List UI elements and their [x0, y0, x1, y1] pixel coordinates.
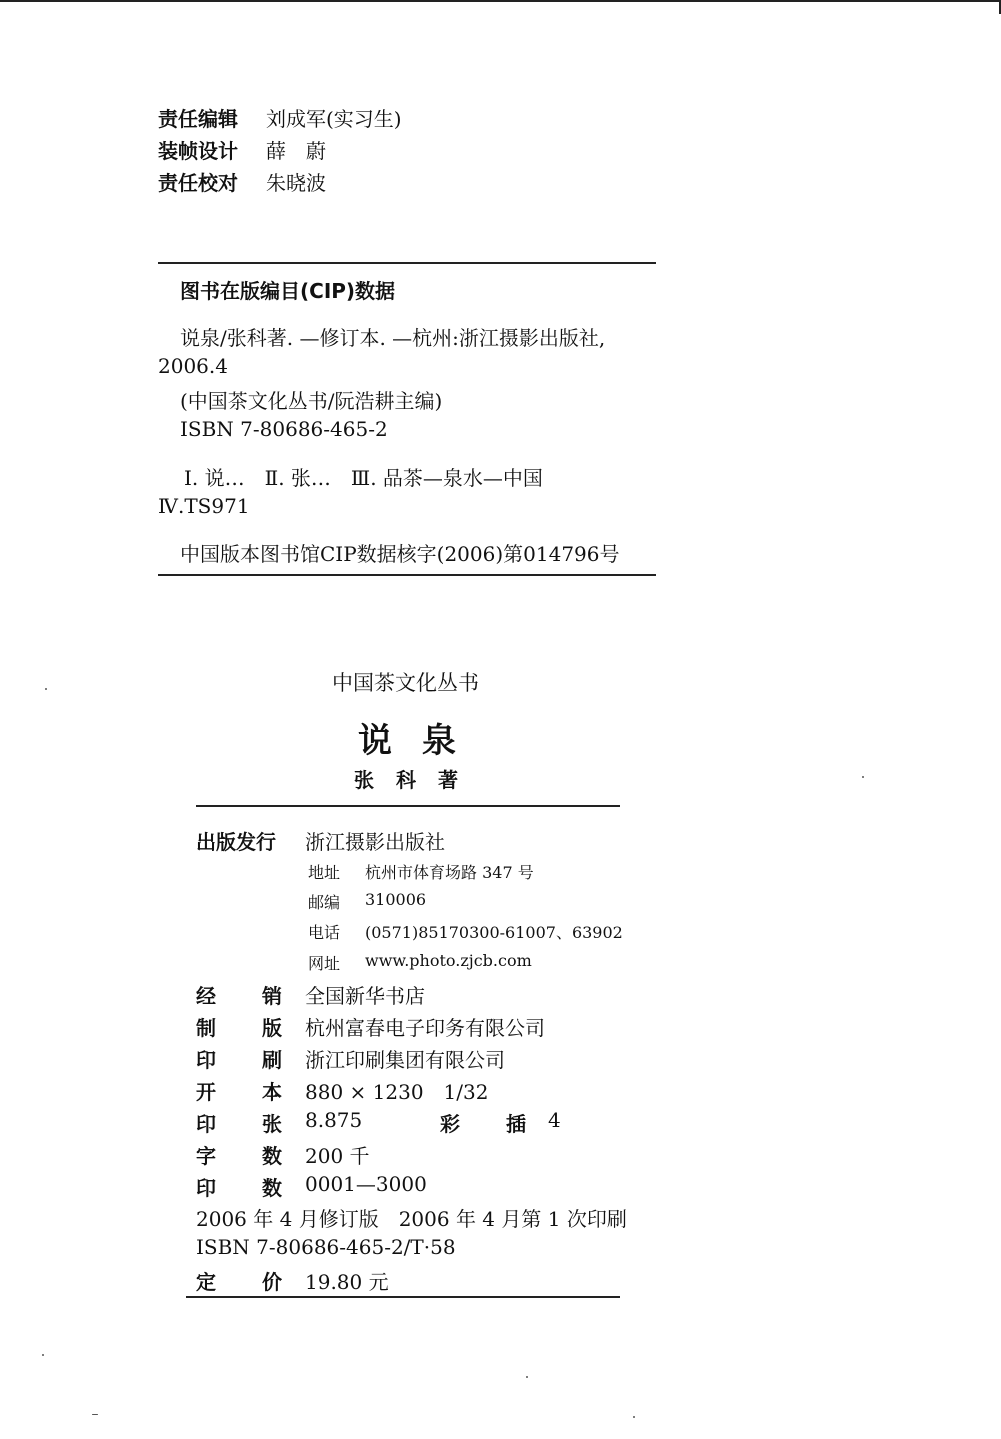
spec-label-a: 制: [196, 1016, 216, 1040]
spec-label-a: 印: [196, 1048, 216, 1072]
cip-classification: Ⅰ. 说… Ⅱ. 张… Ⅲ. 品茶—泉水—中国: [184, 466, 543, 490]
spec-label-b: 刷: [262, 1048, 282, 1072]
spec-label-a: 开: [196, 1080, 216, 1104]
price-label-b: 价: [262, 1270, 282, 1294]
cip-isbn: ISBN 7-80686-465-2: [180, 417, 388, 441]
cip-top-rule: [158, 262, 656, 264]
publisher-label: 出版发行: [196, 830, 276, 854]
credit-label-designer: 装帧设计: [158, 139, 238, 163]
scan-border-top: [0, 0, 1001, 2]
spec-label-b: 销: [262, 984, 282, 1008]
address-label: 地址: [308, 863, 341, 882]
scan-speck: [633, 1416, 635, 1418]
imprint-bottom-rule: [186, 1296, 620, 1298]
spec-label-a: 经: [196, 984, 216, 1008]
color-plate-label-b: 插: [506, 1112, 526, 1136]
spec-label-b: 数: [262, 1176, 282, 1200]
postcode-value: 310006: [365, 890, 427, 909]
cip-bottom-rule: [158, 574, 656, 576]
cip-record-number: 中国版本图书馆CIP数据核字(2006)第014796号: [180, 542, 620, 566]
credit-value-editor: 刘成军(实习生): [266, 107, 402, 131]
website-label: 网址: [308, 954, 341, 973]
credit-label-proofreader: 责任校对: [158, 171, 238, 195]
spec-distributor: 全国新华书店: [305, 984, 425, 1008]
spec-word-count: 200 千: [305, 1144, 370, 1168]
cip-heading: 图书在版编目(CIP)数据: [180, 279, 396, 303]
book-author: 张科著: [354, 768, 480, 792]
cip-line-3: (中国茶文化丛书/阮浩耕主编): [180, 389, 443, 413]
spec-label-a: 字: [196, 1144, 216, 1168]
cip-line-2: 2006.4: [158, 354, 228, 378]
postcode-label: 邮编: [308, 893, 341, 912]
book-title: 说泉: [358, 721, 486, 761]
cip-line-1: 说泉/张科著. —修订本. —杭州:浙江摄影出版社,: [180, 326, 606, 350]
spec-print-run: 0001—3000: [305, 1172, 427, 1196]
website-value: www.photo.zjcb.com: [365, 951, 532, 970]
credit-value-proofreader: 朱晓波: [266, 171, 326, 195]
publisher-name: 浙江摄影出版社: [305, 830, 445, 854]
spec-format: 880 × 1230 1/32: [305, 1080, 489, 1104]
imprint-top-rule: [196, 805, 620, 807]
spec-label-b: 数: [262, 1144, 282, 1168]
spec-label-a: 印: [196, 1176, 216, 1200]
scan-speck: [45, 688, 47, 690]
spec-label-b: 版: [262, 1016, 282, 1040]
spec-label-b: 张: [262, 1112, 282, 1136]
spec-sheets: 8.875: [305, 1108, 363, 1132]
phone-label: 电话: [308, 923, 341, 942]
spec-plate-maker: 杭州富春电子印务有限公司: [305, 1016, 545, 1040]
scan-speck: [92, 1414, 98, 1415]
spec-printer: 浙江印刷集团有限公司: [305, 1048, 505, 1072]
phone-value: (0571)85170300-61007、63902: [365, 923, 623, 942]
cip-classification-code: Ⅳ.TS971: [158, 494, 250, 518]
color-plate-value: 4: [548, 1108, 561, 1132]
credit-label-editor: 责任编辑: [158, 107, 238, 131]
scan-speck: [862, 776, 864, 778]
price-label-a: 定: [196, 1270, 216, 1294]
scan-speck: [526, 1376, 528, 1378]
color-plate-label-a: 彩: [440, 1112, 460, 1136]
series-title: 中国茶文化丛书: [332, 671, 479, 695]
price-value: 19.80 元: [305, 1270, 389, 1294]
spec-label-a: 印: [196, 1112, 216, 1136]
edition-line: 2006 年 4 月修订版 2006 年 4 月第 1 次印刷: [196, 1207, 627, 1231]
credit-value-designer: 薛 蔚: [266, 139, 326, 163]
scan-speck: [42, 1354, 44, 1356]
isbn-full: ISBN 7-80686-465-2/T·58: [196, 1235, 456, 1259]
address-value: 杭州市体育场路 347 号: [365, 863, 534, 882]
spec-label-b: 本: [262, 1080, 282, 1104]
